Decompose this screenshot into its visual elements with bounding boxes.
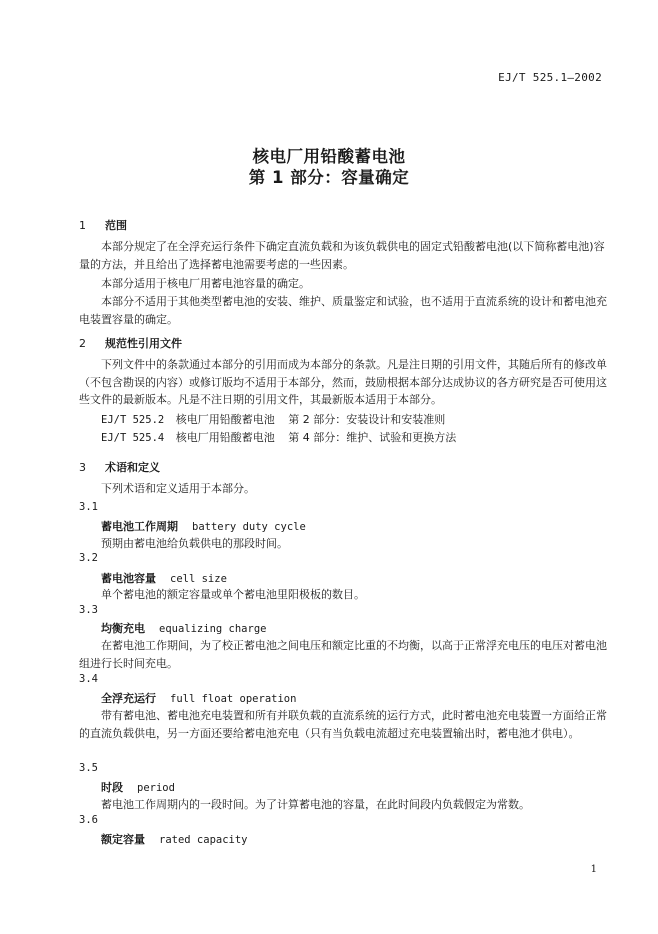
term-entry bbox=[101, 831, 248, 847]
term-english: period bbox=[137, 782, 175, 794]
section-2-heading bbox=[79, 335, 182, 351]
term-english: equalizing charge bbox=[159, 623, 267, 635]
term-chinese: 蓄电池容量 bbox=[101, 572, 156, 585]
section-title: 范围 bbox=[105, 219, 127, 232]
section-1-paragraph-1: 本部分规定了在全浮充运行条件下确定直流负载和为该负载供电的固定式铅酸蓄电池(以下简称蓄电池)容量的方法，并且给出了选择蓄电池需要考虑的一些因素。 bbox=[79, 240, 605, 271]
term-number: 3.3 bbox=[79, 604, 98, 616]
term-english: battery duty cycle bbox=[192, 521, 306, 533]
reference-code: EJ/T 525.4 bbox=[101, 432, 165, 444]
term-english: full float operation bbox=[170, 693, 297, 705]
section-number: 2 bbox=[79, 337, 86, 350]
section-1-heading bbox=[79, 217, 127, 233]
term-english: rated capacity bbox=[159, 834, 248, 846]
section-2-paragraph: 下列文件中的条款通过本部分的引用而成为本部分的条款。凡是注日期的引用文件，其随后所有的修改单（不包含勘误的内容）或修订版均不适用于本部分，然而，鼓励根据本部分达成协议的各方研究是否可使用这些文件的最新版本。凡是不注日期的引用文件，其最新版本适用于本部分。 bbox=[79, 358, 607, 406]
page-number: 1 bbox=[590, 864, 597, 875]
term-entry bbox=[101, 690, 296, 706]
term-english: cell size bbox=[170, 573, 227, 585]
term-entry bbox=[101, 779, 175, 795]
term-definition: 预期由蓄电池给负载供电的那段时间。 bbox=[101, 537, 288, 550]
reference-part: 第 4 部分：维护、试验和更换方法 bbox=[288, 431, 457, 444]
section-3-heading bbox=[79, 459, 160, 475]
reference-title: 核电厂用铅酸蓄电池 bbox=[175, 431, 275, 444]
term-definition: 蓄电池工作周期内的一段时间。为了计算蓄电池的容量，在此时间段内负载假定为常数。 bbox=[101, 798, 530, 811]
term-number: 3.1 bbox=[79, 501, 98, 513]
term-entry bbox=[101, 570, 227, 586]
term-number: 3.4 bbox=[79, 673, 98, 685]
document-subtitle: 第 1 部分：容量确定 bbox=[248, 168, 410, 187]
term-chinese: 均衡充电 bbox=[101, 622, 145, 635]
document-title: 核电厂用铅酸蓄电池 bbox=[252, 147, 406, 166]
normative-reference bbox=[101, 411, 445, 427]
section-3-intro: 下列术语和定义适用于本部分。 bbox=[101, 482, 255, 495]
term-chinese: 额定容量 bbox=[101, 833, 145, 846]
term-definition: 单个蓄电池的额定容量或单个蓄电池里阳极板的数目。 bbox=[101, 588, 365, 601]
normative-reference bbox=[101, 429, 456, 445]
section-number: 3 bbox=[79, 461, 86, 474]
term-chinese: 时段 bbox=[101, 781, 123, 794]
term-number: 3.6 bbox=[79, 814, 98, 826]
section-number: 1 bbox=[79, 219, 86, 232]
term-chinese: 蓄电池工作周期 bbox=[101, 520, 178, 533]
term-entry bbox=[101, 620, 266, 636]
term-number: 3.5 bbox=[79, 762, 98, 774]
section-1-paragraph-3: 本部分不适用于其他类型蓄电池的安装、维护、质量鉴定和试验，也不适用于直流系统的设计和蓄电池充电装置容量的确定。 bbox=[79, 295, 607, 326]
term-number: 3.2 bbox=[79, 552, 98, 564]
reference-code: EJ/T 525.2 bbox=[101, 414, 165, 426]
section-1-paragraph-2: 本部分适用于核电厂用蓄电池容量的确定。 bbox=[101, 277, 310, 290]
term-entry bbox=[101, 518, 306, 534]
section-title: 术语和定义 bbox=[105, 461, 160, 474]
term-chinese: 全浮充运行 bbox=[101, 692, 156, 705]
standard-code: EJ/T 525.1—2002 bbox=[498, 71, 602, 84]
reference-part: 第 2 部分：安装设计和安装准则 bbox=[288, 413, 446, 426]
term-definition: 在蓄电池工作期间，为了校正蓄电池之间电压和额定比重的不均衡，以高于正常浮充电压的电压对蓄电池组进行长时间充电。 bbox=[79, 639, 607, 670]
reference-title: 核电厂用铅酸蓄电池 bbox=[175, 413, 275, 426]
section-title: 规范性引用文件 bbox=[105, 337, 182, 350]
term-definition: 带有蓄电池、蓄电池充电装置和所有并联负载的直流系统的运行方式，此时蓄电池充电装置一方面给正常的直流负载供电，另一方面还要给蓄电池充电（只有当负载电流超过充电装置输出时，蓄电池才供电）。 bbox=[79, 709, 607, 740]
